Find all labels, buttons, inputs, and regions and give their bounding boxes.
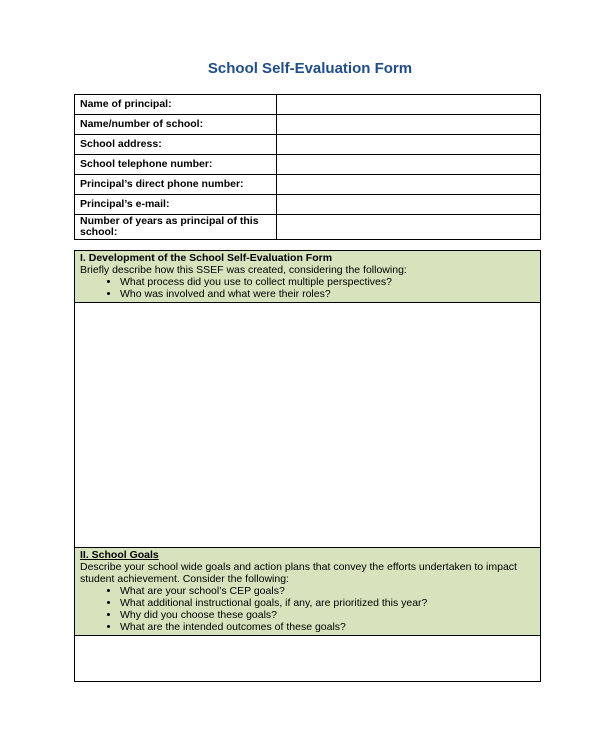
field-value[interactable] [277, 175, 541, 195]
table-row [75, 215, 541, 240]
page-title: School Self-Evaluation Form [207, 60, 413, 77]
field-label: School telephone number: [75, 155, 277, 175]
table-row [75, 195, 541, 215]
section-heading: II. School Goals [80, 549, 159, 561]
list-item: • What process did you use to collect multiple perspectives? [120, 276, 535, 288]
table-row [75, 95, 541, 115]
table-row [75, 175, 541, 195]
field-label: Principal’s e-mail: [75, 195, 277, 215]
field-label: Name/number of school: [75, 115, 277, 135]
school-info-table [74, 94, 541, 240]
list-item: • What are the intended outcomes of these goals? [120, 621, 535, 633]
table-row [75, 115, 541, 135]
field-label: Principal’s direct phone number: [75, 175, 277, 195]
field-value[interactable] [277, 115, 541, 135]
section-header [75, 251, 540, 303]
table-row [75, 155, 541, 175]
section-heading: I. Development of the School Self-Evaluation Form [80, 252, 333, 264]
field-value[interactable] [277, 95, 541, 115]
list-item: • Why did you choose these goals? [120, 609, 535, 621]
section-header [75, 547, 540, 636]
response-area[interactable] [75, 303, 540, 547]
section-development [74, 250, 541, 682]
section-intro: Describe your school wide goals and action plans that convey the efforts undertaken to impact student achievement. Consider the following: [80, 561, 517, 585]
section-intro: Briefly describe how this SSEF was created, considering the following: [80, 264, 407, 276]
field-label: School address: [75, 135, 277, 155]
list-item: • What additional instructional goals, if any, are prioritized this year? [120, 597, 535, 609]
list-item: • Who was involved and what were their roles? [120, 288, 535, 300]
table-row [75, 135, 541, 155]
field-label: Number of years as principal of this school: [75, 215, 277, 240]
field-value[interactable] [277, 135, 541, 155]
field-value[interactable] [277, 155, 541, 175]
field-label: Name of principal: [75, 95, 277, 115]
list-item: • What are your school’s CEP goals? [120, 585, 535, 597]
field-value[interactable] [277, 215, 541, 240]
field-value[interactable] [277, 195, 541, 215]
response-area[interactable] [75, 636, 540, 681]
